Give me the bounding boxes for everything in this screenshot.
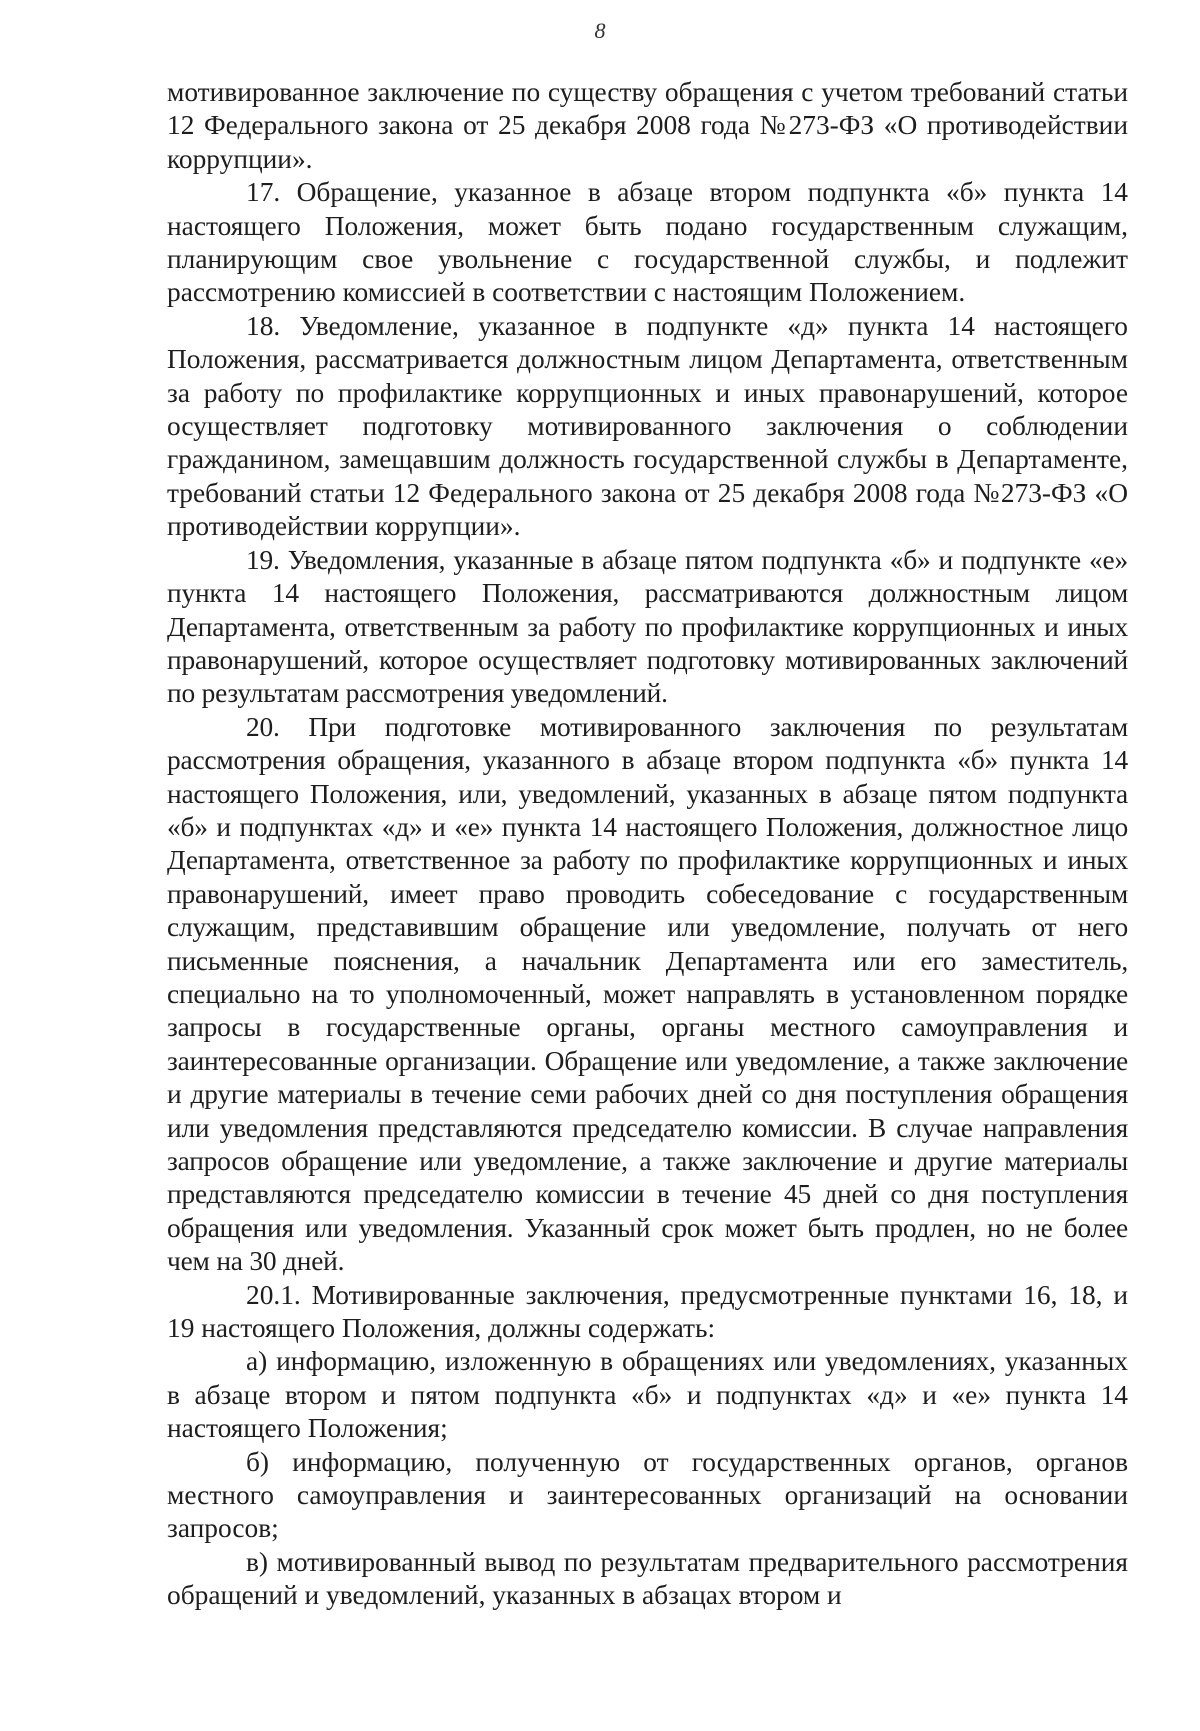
paragraph-20-1-b: б) информацию, полученную от государственных органов, органов местного самоуправления и заинтересованных организаций на основании запросов; bbox=[167, 1446, 1128, 1544]
page-number: 8 bbox=[594, 18, 606, 43]
paragraph-20-1-v: в) мотивированный вывод по результатам предварительного рассмотрения обращений и уведомлений, указанных в абзацах втором и bbox=[167, 1546, 1128, 1611]
paragraph-20-1-a: а) информацию, изложенную в обращениях или уведомлениях, указанных в абзаце втором и пятом подпункта «б» и подпунктах «д» и «е» пункта 14 настоящего Положения; bbox=[167, 1346, 1128, 1444]
paragraph-20: 20. При подготовке мотивированного заключения по результатам рассмотрения обращения, указанного в абзаце втором подпункта «б» пункта 14 настоящего Положения, или, уведомлений, указанных в абзаце пятом подпункта «б» и подпунктах «д» и «е» пункта 14 настоящего Положения, должностное лицо Департамента, ответственное за работу по профилактике коррупционных и иных правонарушений, имеет право проводить собеседование с государственным служащим, представившим обращение или уведомление, получать от него письменные пояснения, а начальник Департамента или его заместитель, специально на то уполномоченный, может направлять в установленном порядке запросы в государственные органы, органы местного самоуправления и заинтересованные организации. Обращение или уведомление, а также заключение и другие материалы в течение семи рабочих дней со дня поступления обращения или уведомления представляются председателю комиссии. В случае направления запросов обращение или уведомление, а также заключение и другие материалы представляются председателю комиссии в течение 45 дней со дня поступления обращения или уведомления. Указанный срок может быть продлен, но не более чем на 30 дней. bbox=[167, 711, 1128, 1277]
paragraph-16-continuation: мотивированное заключение по существу обращения с учетом требований статьи 12 Федерального закона от 25 декабря 2008 года №273-ФЗ «О противодействии коррупции». bbox=[167, 77, 1128, 174]
paragraph-20-1: 20.1. Мотивированные заключения, предусмотренные пунктами 16, 18, и 19 настоящего Положения, должны содержать: bbox=[167, 1279, 1128, 1344]
paragraph-19: 19. Уведомления, указанные в абзаце пятом подпункта «б» и подпункте «е» пункта 14 настоящего Положения, рассматриваются должностным лицом Департамента, ответственным за работу по профилактике коррупционных и иных правонарушений, которое осуществляет подготовку мотивированных заключений по результатам рассмотрения уведомлений. bbox=[167, 544, 1128, 709]
paragraph-18: 18. Уведомление, указанное в подпункте «д» пункта 14 настоящего Положения, рассматривается должностным лицом Департамента, ответственным за работу по профилактике коррупционных и иных правонарушений, которое осуществляет подготовку мотивированного заключения о соблюдении гражданином, замещавшим должность государственной службы в Департаменте, требований статьи 12 Федерального закона от 25 декабря 2008 года №273-ФЗ «О противодействии коррупции». bbox=[167, 310, 1128, 542]
paragraph-17: 17. Обращение, указанное в абзаце втором подпункта «б» пункта 14 настоящего Положения, может быть подано государственным служащим, планирующим свое увольнение с государственной службы, и подлежит рассмотрению комиссией в соответствии с настоящим Положением. bbox=[167, 177, 1128, 308]
document-body bbox=[167, 76, 1128, 1613]
